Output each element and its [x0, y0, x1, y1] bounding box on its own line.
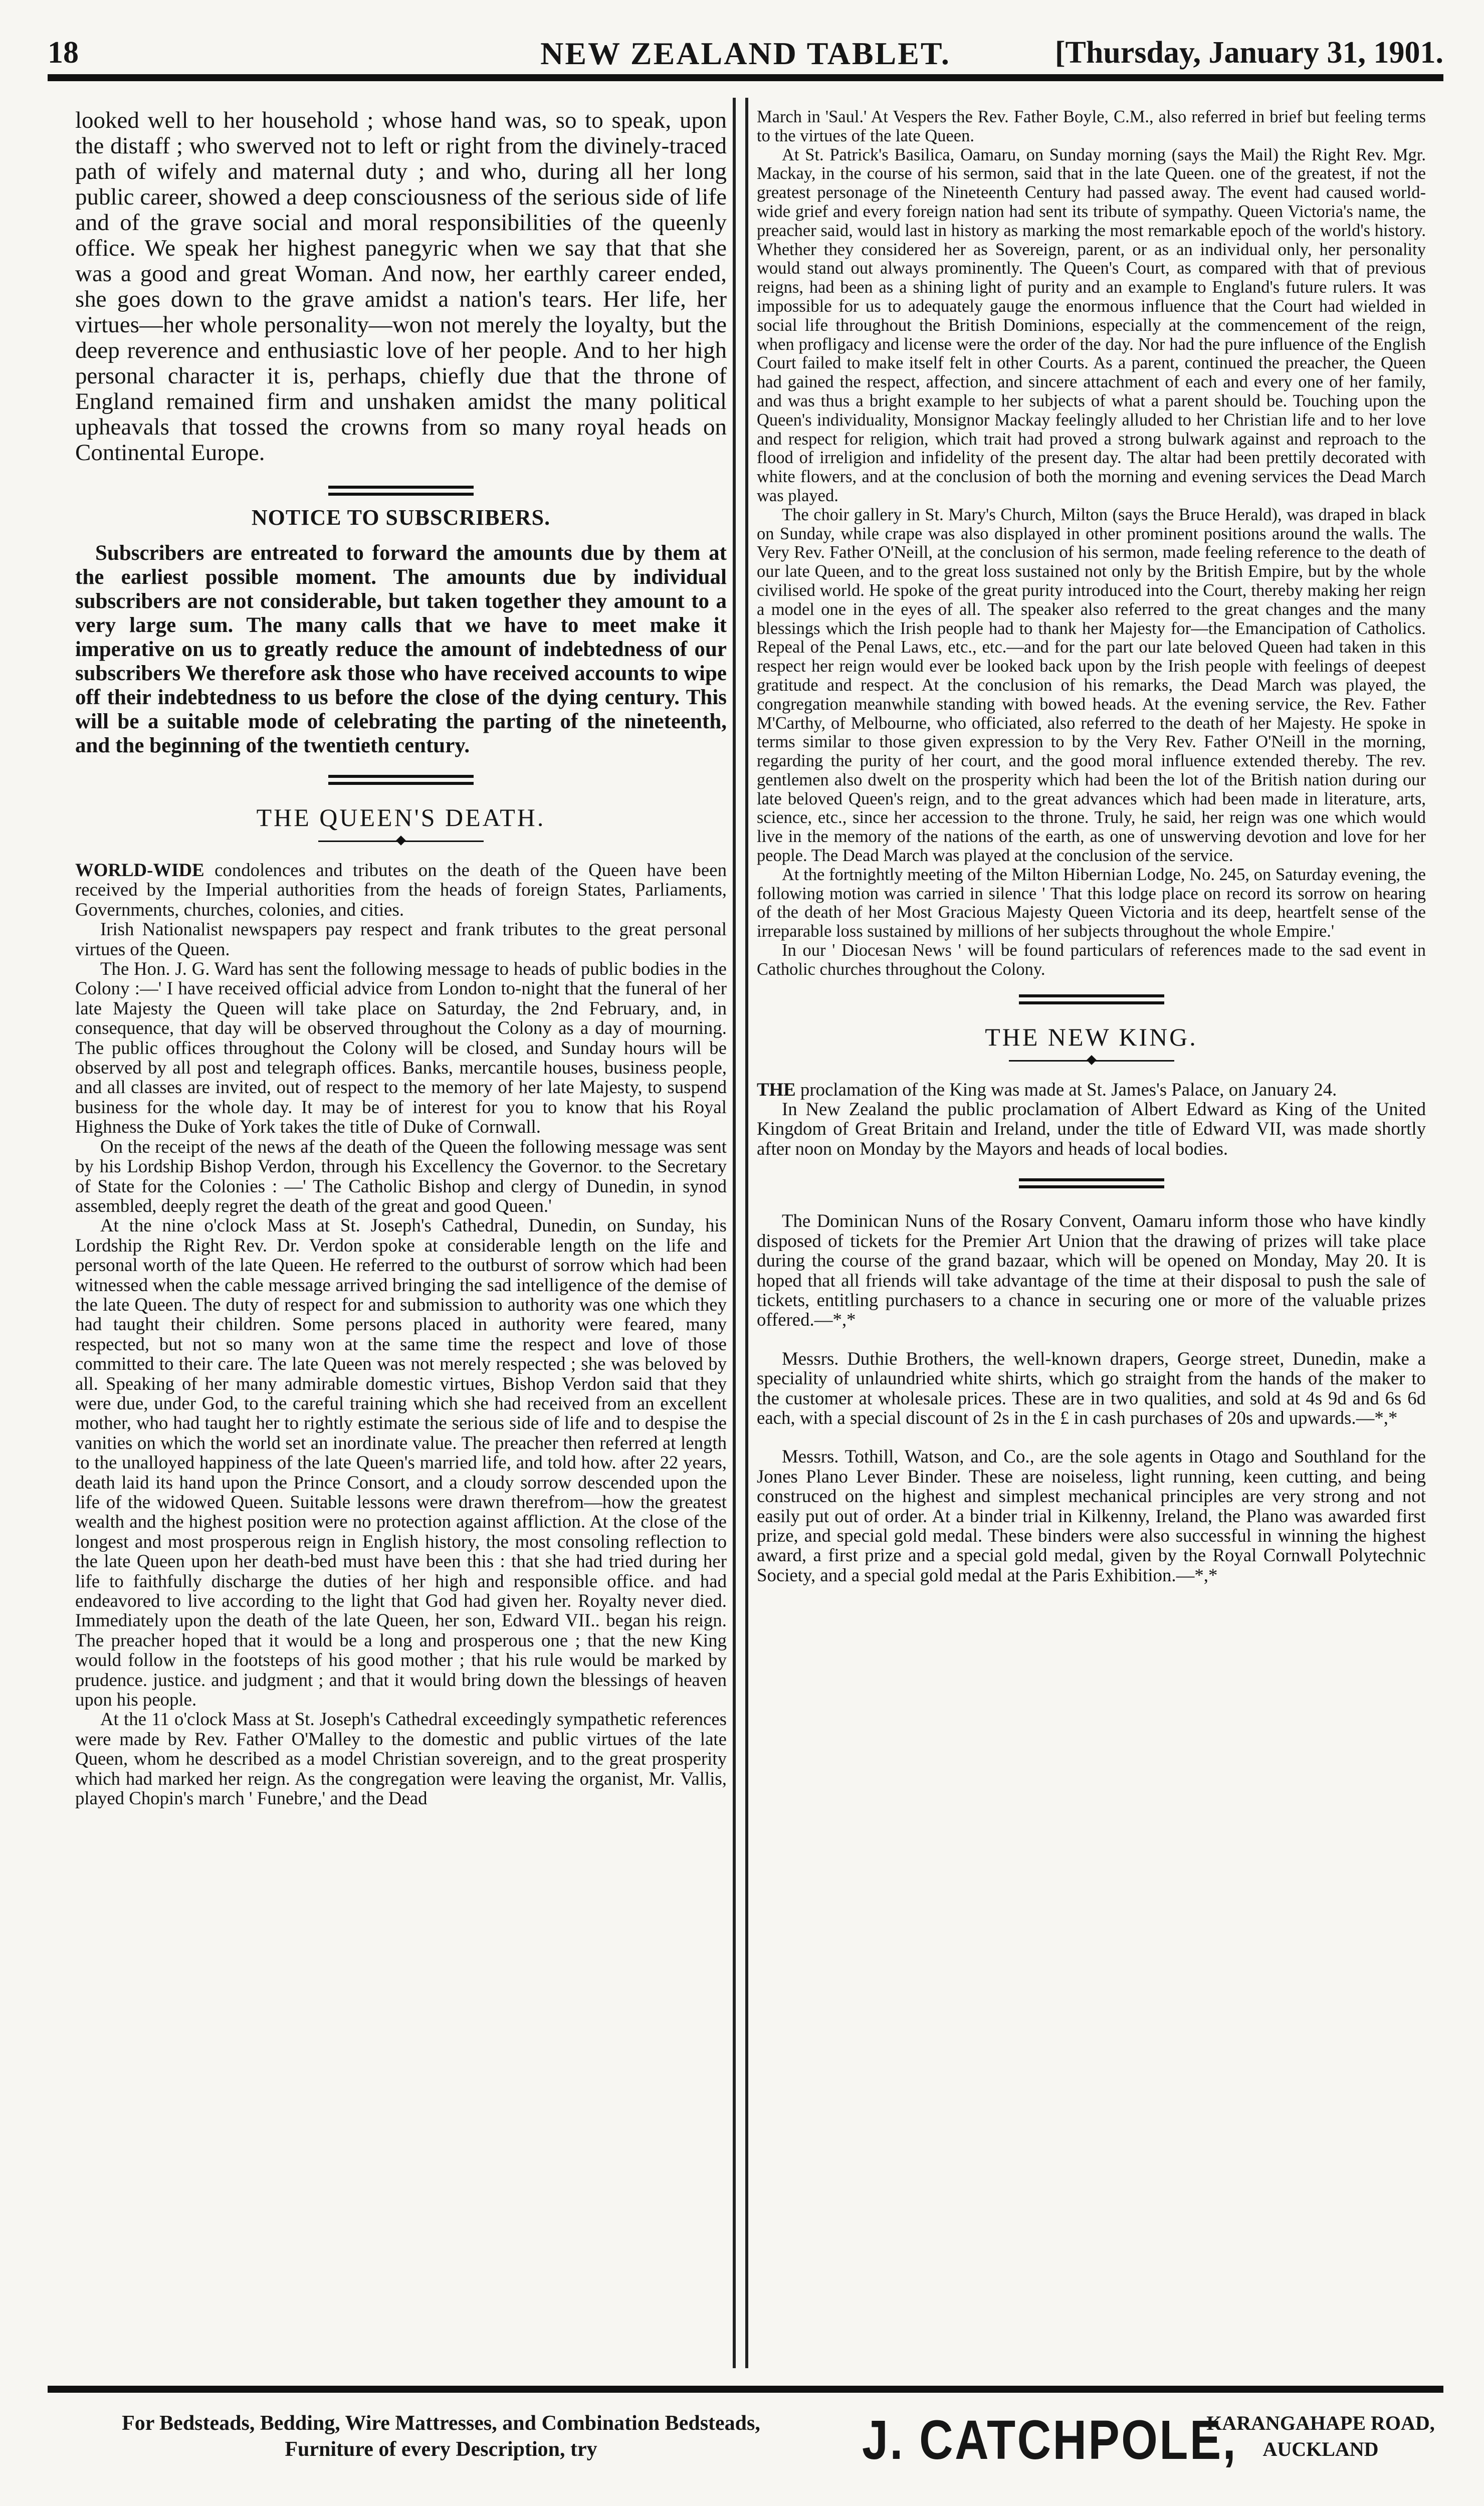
notice-tothill: Messrs. Tothill, Watson, and Co., are the sole agents in Otago and Southland for the Jones Plano Lever Binder. These are noiseless, light running, keen cutting, and being construced on the highest and simplest mechanical principles are very strong and not easily put out of order. At a binder trial in Kilkenny, Ireland, the Plano was awarded first prize, and special gold medal. These binders were also successful in winning the highest award, a first prize and a special gold medal, given by the Royal Cornwall Polytechnic Society, and a special gold medal at the Paris Exhibition.—*,*	[757, 1446, 1426, 1585]
address-line: AUCKLAND	[1262, 2438, 1379, 2460]
notice-to-subscribers	[75, 541, 727, 758]
issue-date: [Thursday, January 31, 1901.	[1054, 36, 1443, 70]
ornament-rule	[318, 836, 484, 846]
notice-title: NOTICE TO SUBSCRIBERS.	[251, 505, 551, 530]
address-line: KARANGAHAPE ROAD,	[1206, 2412, 1435, 2434]
lead-word: WORLD-WIDE	[75, 860, 204, 880]
column-divider-right	[745, 98, 748, 2368]
column-divider-left	[733, 98, 736, 2368]
editorial-paragraph: looked well to her household ; whose hand was, so to speak, upon the distaff ; who swerved not to left or right from the divinely-traced path of wifely and maternal duty ; and who, during all her long public career, showed a deep consciousness of the serious side of life and of the grave social and moral responsibilities of the queenly office. We speak her highest panegyric when we say that that she was a good and great Woman. And now, her earthly career ended, she goes down to the grave amidst a nation's tears. Her life, her virtues—her whole personality—won not merely the loyalty, but the deep reverence and enthusiastic love of her people. And to her high personal character it is, perhaps, chiefly due that the throne of England remained firm and unshaken amidst the many political upheavals that tossed the crowns from so many royal heads on Continental Europe.	[75, 107, 727, 466]
newspaper-title: NEW ZEALAND TABLET.	[540, 36, 951, 71]
lead-word: THE	[757, 1079, 796, 1100]
editorial-continuation	[75, 108, 727, 466]
advert-line: For Bedsteads, Bedding, Wire Mattresses, and Combination Bedsteads,	[122, 2412, 760, 2435]
advertiser-name: J. CATCHPOLE,	[862, 2409, 1237, 2471]
ornament-rule	[1009, 1056, 1174, 1066]
header-rule	[48, 74, 1443, 81]
section-rule	[328, 775, 474, 785]
article-paragraph: The Hon. J. G. Ward has sent the following message to heads of public bodies in the Colony :—' I have received official advice from London to-night that the funeral of her late Majesty the Queen will take place on Saturday, the 2nd February, and, in consequence, that day will be observed throughout the Colony as a day of mourning. The public offices throughout the Colony will be closed, and Sunday hours will be observed by all post and telegraph offices. Banks, mercantile houses, business people, and all classes are invited, out of respect to the memory of her late Majesty, to suspend business for the whole day. It may be of interest for you to know that his Royal Highness the Duke of York takes the title of Duke of Cornwall.	[75, 958, 727, 1137]
article-paragraph: At the fortnightly meeting of the Milton Hibernian Lodge, No. 245, on Saturday evening, the following motion was carried in silence ' That this lodge place on record its sorrow on hearing of the death of her Most Gracious Majesty Queen Victoria and its deep, heartfelt sense of the irreparable loss sustained by millions of her subjects throughout the whole Empire.'	[757, 865, 1426, 941]
advert-rule	[48, 2386, 1443, 2393]
article-paragraph	[75, 860, 727, 919]
section-rule	[1019, 994, 1164, 1004]
page-number: 18	[48, 36, 79, 70]
new-king-article	[757, 1080, 1426, 1159]
left-column	[75, 108, 727, 1808]
section-rule	[328, 486, 474, 496]
queens-death-continuation	[757, 108, 1426, 979]
article-paragraph: At the 11 o'clock Mass at St. Joseph's Cathedral exceedingly sympathetic references were made by Rev. Father O'Malley to the domestic and public virtues of the late Queen, whom he described as a model Christian sovereign, and to the great prosperity which had marked her reign. As the congregation were leaving the organist, Mr. Vallis, played Chopin's march ' Funebre,' and the Dead	[75, 1709, 727, 1809]
notice-paragraph: Subscribers are entreated to forward the amounts due by them at the earliest possible moment. The amounts due by individual subscribers are not considerable, but taken together they amount to a very large sum. The many calls that we have to meet make it imperative on us to greatly reduce the amount of indebtedness of our subscribers We therefore ask those who have received accounts to wipe off their indebtedness to us before the close of the dying century. This will be a suitable mode of celebrating the parting of the nineteenth, and the beginning of the twentieth century.	[75, 541, 727, 757]
article-paragraph: March in 'Saul.' At Vespers the Rev. Father Boyle, C.M., also referred in brief but feeling terms to the virtues of the late Queen.	[757, 107, 1426, 145]
article-paragraph: Irish Nationalist newspapers pay respect and frank tributes to the great personal virtues of the Queen.	[75, 919, 727, 959]
article-paragraph: On the receipt of the news af the death of the Queen the following message was sent by his Lordship Bishop Verdon, through his Excellency the Governor. to the Secretary of State for the Colonies : —' The Catholic Bishop and clergy of Dunedin, in synod assembled, deeply regret the death of the great and good Queen.'	[75, 1136, 727, 1216]
queens-death-article	[75, 860, 727, 1808]
masthead	[48, 35, 1443, 75]
catchpole-advert	[48, 2408, 1443, 2483]
notice-nuns: The Dominican Nuns of the Rosary Convent, Oamaru inform those who have kindly disposed of tickets for the Premier Art Union that the drawing of prizes will take place during the course of the grand bazaar, which will be opened on Monday, May 20. It is hoped that all friends will take advantage of the time at their disposal to push the sale of tickets, entitling purchasers to a chance in securing one or more of the valuable prizes offered.—*,*	[757, 1210, 1426, 1330]
local-notices	[757, 1211, 1426, 1585]
queens-death-title: THE QUEEN'S DEATH.	[256, 803, 546, 831]
paragraph-text: proclamation of the King was made at St. James's Palace, on January 24.	[795, 1079, 1337, 1100]
article-paragraph: At the nine o'clock Mass at St. Joseph's Cathedral, Dunedin, on Sunday, his Lordship the Right Rev. Dr. Verdon spoke at considerable length on the life and personal worth of the late Queen. He referred to the outburst of sorrow which had been witnessed when the cable message arrived bringing the sad intelligence of the demise of the late Queen. The duty of respect for and submission to authority was one which they had taught their children. Some persons placed in authority were feared, many respected, but not so many won at the same time the respect and love of those committed to their care. The late Queen was not merely respected ; she was beloved by all. Speaking of her many admirable domestic virtues, Bishop Verdon said that they were due, under God, to the careful training which she had received from an excellent mother, who had taught her to rightly estimate the serious side of life and to despise the vanities on which the world set an inordinate value. The preacher then referred at length to the unalloyed happiness of the late Queen's married life, and told how. after 22 years, death laid its hand upon the Prince Consort, and a cloudy sorrow descended upon the life of the widowed Queen. Suitable lessons were drawn therefrom—how the greatest wealth and the highest position were no protection against affliction. At the close of the longest and most prosperous reign in English history, the most consoling reflection to the late Queen upon her death-bed must have been this : that she had tried during her life to faithfully discharge the duties of her high and responsible office. and had endeavored to live according to the light that God had given her. Royalty never died. Immediately upon the death of the late Queen, her son, Edward VII.. began his reign. The preacher hoped that it would be a long and prosperous one ; that the new King would follow in the footsteps of his good mother ; that his rule would be marked by prudence. justice. and judgment ; and that it would bring down the blessings of heaven upon his people.	[75, 1215, 727, 1710]
notice-duthie: Messrs. Duthie Brothers, the well-known drapers, George street, Dunedin, make a speciality of unlaundried white shirts, which go straight from the hands of the maker to the customer at wholesale prices. These are in two qualities, and sold at 4s 9d and 6s 6d each, with a special discount of 2s in the £ in cash purchases of 20s and upwards.—*,*	[757, 1348, 1426, 1428]
section-rule	[1019, 1178, 1164, 1188]
advert-line: Furniture of every Description, try	[285, 2438, 597, 2461]
paragraph-text: condolences and tributes on the death of the Queen have been received by the Imperial authorities from the heads of foreign States, Parliaments, Governments, churches, colonies, and cities.	[75, 860, 727, 920]
article-paragraph: In our ' Diocesan News ' will be found particulars of references made to the sad event in Catholic churches throughout the Colony.	[757, 941, 1426, 979]
article-paragraph: The choir gallery in St. Mary's Church, Milton (says the Bruce Herald), was draped in black on Sunday, while crape was also displayed in other prominent positions around the walls. The Very Rev. Father O'Neill, at the conclusion of his sermon, made feeling reference to the death of our late Queen, and to the great loss sustained not only by the British Empire, but by the whole civilised world. He spoke of the great purity introduced into the Court, thereby making her reign a model one in the eyes of all. The speaker also referred to the great changes and the many blessings which the Irish people had to thank her Majesty for—the Emancipation of Catholics. Repeal of the Penal Laws, etc., etc.—and for the part our late beloved Queen had taken in this respect her reign would ever be looked back upon by the Irish people with feelings of deepest gratitude and respect. At the conclusion of his remarks, the Dead March was played, the congregation meanwhile standing with bowed heads. At the evening service, the Rev. Father M'Carthy, of Melbourne, who officiated, also referred to the death of her Majesty. He spoke in terms similar to those given expression to by the Very Rev. Father O'Neill in the morning, regarding the purity of her court, and the good moral influence extended thereby. The rev. gentlemen also dwelt on the prosperity which had been the lot of the British nation during our late beloved Queen's reign, and to the great advances which had been made in literature, arts, science, etc., since her accession to the throne. Truly, he said, her reign was one which would live in the memory of the nations of the earth, as one of unswerving devotion and love for her people. The Dead March was played at the conclusion of the service.	[757, 505, 1426, 866]
article-paragraph: At St. Patrick's Basilica, Oamaru, on Sunday morning (says the Mail) the Right Rev. Mgr. Mackay, in the course of his sermon, said that in the late Queen. one of the greatest, if not the greatest personage of the Nineteenth Century had passed away. The event had caused world-wide grief and every foreign nation had sent its tribute of sympathy. Queen Victoria's name, the preacher said, would last in history as marking the most remarkable epoch of the world's history. Whether they considered her as Sovereign, parent, or as an individual only, her personality would stand out always prominently. The Queen's Court, as compared with that of previous reigns, had been as a shining light of purity and an example to England's future rulers. It was impossible for us to adequately gauge the enormous influence that the Court had wielded in social life throughout the British Dominions, especially at the commencement of the reign, when profligacy and license were the order of the day. Nor had the pure influence of the English Court failed to make itself felt in other Courts. As a parent, continued the preacher, the Queen had gained the respect, affection, and sincere attachment of each and every one of her family, and was thus a bright example to her subjects of what a parent should be. Touching upon the Queen's individuality, Monsignor Mackay feelingly alluded to her Christian life and to her love and respect for religion, which trait had proved a strong bulwark against and reproach to the flood of irreligion and infidelity of the present day. The altar had been prettily decorated with white flowers, and at the conclusion of both the morning and evening services the Dead March was played.	[757, 145, 1426, 505]
new-king-title: THE NEW KING.	[985, 1022, 1198, 1051]
advertiser-address	[1198, 2410, 1443, 2462]
advert-text	[48, 2410, 834, 2462]
article-paragraph	[757, 1080, 1426, 1099]
article-paragraph: In New Zealand the public proclamation of Albert Edward as King of the United Kingdom of Great Britain and Ireland, under the title of Edward VII, was made shortly after noon on Monday by the Mayors and heads of local bodies.	[757, 1099, 1426, 1159]
right-column	[757, 108, 1426, 1585]
